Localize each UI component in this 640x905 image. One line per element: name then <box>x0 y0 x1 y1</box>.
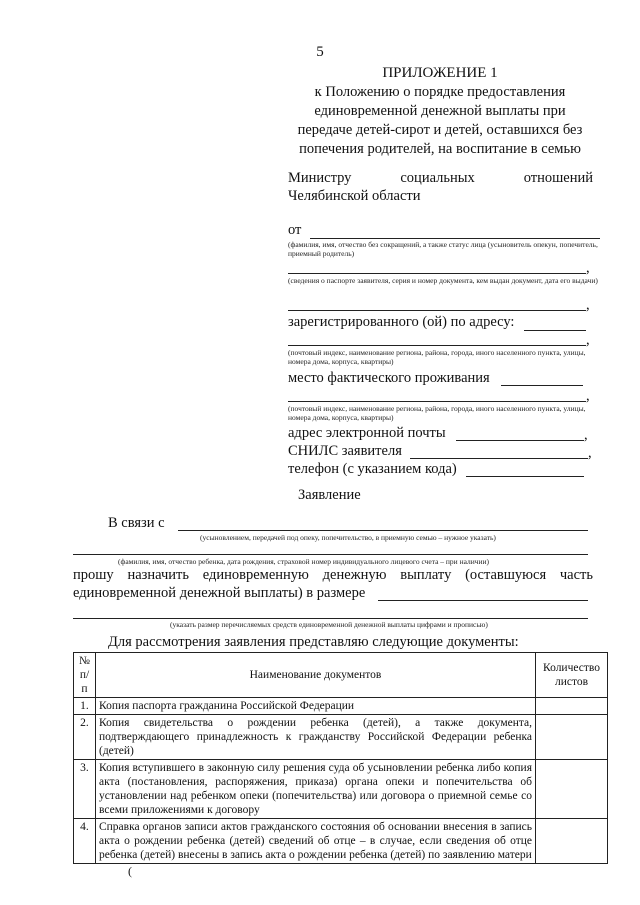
table-row <box>74 698 608 715</box>
from-hint: (фамилия, имя, отчество без сокращений, а также статус лица (усыновитель опекун, попечитель, приемный родитель) <box>288 240 598 258</box>
table-header-row <box>74 653 608 698</box>
child-hint: (фамилия, имя, отчество ребенка, дата рождения, страховой номер индивидуального лицевого счета – при наличии) <box>118 557 490 566</box>
appendix-line: к Положению о порядке предоставления <box>314 84 566 100</box>
table-row <box>74 760 608 819</box>
amount-underline[interactable] <box>378 600 588 601</box>
child-underline[interactable] <box>73 554 588 555</box>
header-name: Наименование документов <box>95 653 535 698</box>
row-text: Копия вступившего в законную силу решения суда об усыновлении ребенка либо копия акта (постановления, распоряжения, приказа) органа опеки и попечительства об установлении над ребенком опеки (попечительства) или договора о приемной семье со всеми приложениями к договору <box>95 760 535 819</box>
footer-mark: ( <box>128 864 132 878</box>
in-connection-hint: (усыновлением, передачей под опеку, попечительство, в приемную семью – нужное указать) <box>200 533 496 542</box>
passport-underline-2[interactable] <box>288 310 586 311</box>
registered-underline[interactable] <box>524 330 586 331</box>
email-label: адрес электронной почты <box>288 425 446 441</box>
actual-underline-2[interactable] <box>288 401 586 402</box>
passport-hint: (сведения о паспорте заявителя, серия и номер документа, кем выдан документ, дата его выдачи) <box>288 276 598 285</box>
amount-underline-2[interactable] <box>73 618 588 619</box>
documents-table <box>73 652 608 864</box>
snils-label: СНИЛС заявителя <box>288 443 402 459</box>
row-count[interactable] <box>536 698 608 715</box>
registered-hint: (почтовый индекс, наименование региона, района, города, иного населенного пункта, улицы, номера дома, корпуса, квартиры) <box>288 348 586 366</box>
request-line-2: единовременной денежной выплаты) в размере <box>73 585 366 601</box>
amount-hint: (указать размер перечисляемых средств единовременной денежной выплаты цифрами и прописью) <box>170 620 488 629</box>
row-num: 2. <box>74 715 96 760</box>
snils-underline[interactable] <box>410 458 588 459</box>
passport-underline[interactable] <box>288 273 586 274</box>
row-num: 4. <box>74 819 96 864</box>
phone-underline[interactable] <box>466 476 584 477</box>
row-text: Справка органов записи актов гражданского состояния об основании внесения в запись акта о рождении ребенка (детей) сведений об отце – в случае, если сведения об отце ребенка (детей) внесены в запись акта о рождении ребенка (детей) по заявлению матери <box>95 819 535 864</box>
row-count[interactable] <box>536 760 608 819</box>
addressee-line-1: Министру социальных отношений <box>288 170 593 186</box>
in-connection-underline[interactable] <box>178 530 588 531</box>
row-text: Копия свидетельства о рождении ребенка (детей), а также документа, подтверждающего принадлежность к гражданству Российской Федерации ребенка (детей) <box>95 715 535 760</box>
appendix-line: единовременной денежной выплаты при <box>314 103 566 119</box>
appendix-line: попечения родителей, на воспитание в семью <box>299 141 581 157</box>
actual-label: место фактического проживания <box>288 370 490 386</box>
appendix-line: передаче детей-сирот и детей, оставшихся без <box>297 122 583 138</box>
appendix-header <box>280 64 600 159</box>
page-number: 5 <box>316 44 324 60</box>
actual-hint: (почтовый индекс, наименование региона, района, города, иного населенного пункта, улицы, номера дома, корпуса, квартиры) <box>288 404 586 422</box>
appendix-title: ПРИЛОЖЕНИЕ 1 <box>382 65 498 81</box>
email-underline[interactable] <box>456 440 584 441</box>
row-text: Копия паспорта гражданина Российской Федерации <box>95 698 535 715</box>
row-count[interactable] <box>536 819 608 864</box>
from-label: от <box>288 222 302 238</box>
row-count[interactable] <box>536 715 608 760</box>
statement-title: Заявление <box>298 487 361 503</box>
docs-intro: Для рассмотрения заявления представляю следующие документы: <box>108 634 519 650</box>
from-underline[interactable] <box>310 238 600 239</box>
row-num: 3. <box>74 760 96 819</box>
actual-underline[interactable] <box>501 385 583 386</box>
header-count: Количество листов <box>536 653 608 698</box>
registered-label: зарегистрированного (ой) по адресу: <box>288 314 515 330</box>
in-connection-label: В связи с <box>108 515 165 531</box>
request-line-1: прошу назначить единовременную денежную выплату (оставшуюся часть <box>73 567 593 583</box>
header-num: № п/п <box>74 653 96 698</box>
phone-label: телефон (с указанием кода) <box>288 461 457 477</box>
table-row <box>74 715 608 760</box>
addressee-line-2: Челябинской области <box>288 188 421 204</box>
row-num: 1. <box>74 698 96 715</box>
registered-underline-2[interactable] <box>288 345 586 346</box>
table-row <box>74 819 608 864</box>
